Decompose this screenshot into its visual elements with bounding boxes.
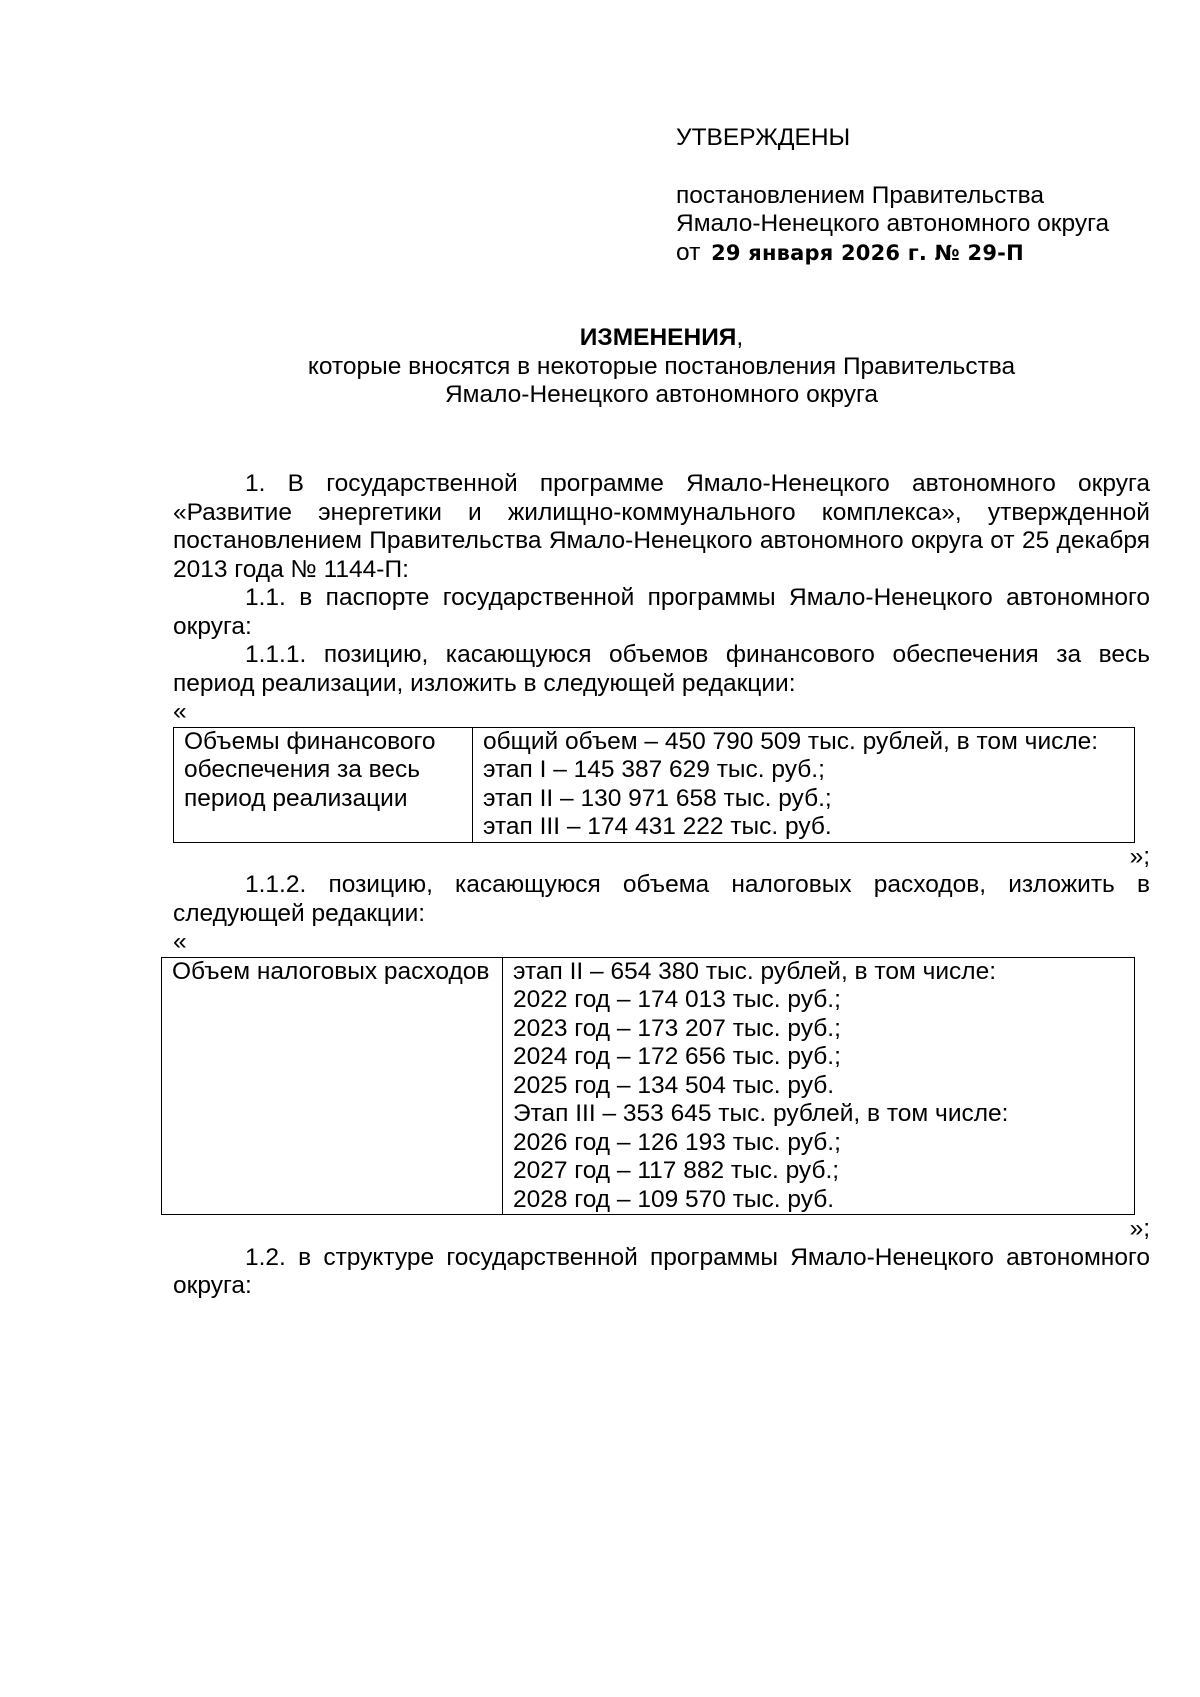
financing-label-cell: Объемы финансового обеспечения за весь период реализации [174,727,473,842]
table-row [174,727,1135,842]
tax-line: 2025 год – 134 504 тыс. руб. [513,1071,835,1099]
tax-expenses-table [161,957,1135,1216]
approval-gap [676,153,1156,182]
document-heading [173,324,1150,410]
financing-stage-1: этап I – 145 387 629 тыс. руб.; [483,756,825,783]
financing-stage-2: этап II – 130 971 658 тыс. руб.; [483,784,832,812]
tax-line: 2022 год – 174 013 тыс. руб.; [513,986,841,1013]
heading-title-suffix: , [736,324,744,351]
heading-title-line [173,324,1150,353]
paragraph-1: 1. В государственной программе Ямало-Ненецкого автономного округа «Развитие энергетики и жилищно-коммунального комплекса», утвержденной постановлением Правительства Ямало-Ненецкого автономного округа от 25 декабря 2013 года № 1144-П: [173,470,1150,583]
tax-line: 2023 год – 173 207 тыс. руб.; [513,1014,841,1042]
tax-value-cell [503,957,1135,1215]
document-body [173,470,1150,1301]
table-row [162,957,1135,1215]
financing-total: общий объем – 450 790 509 тыс. рублей, в том числе: [483,727,1099,755]
heading-subtitle-2: Ямало-Ненецкого автономного округа [444,381,879,408]
paragraph-1-1: 1.1. в паспорте государственной программы Ямало-Ненецкого автономного округа: [173,584,1150,640]
approval-line-2: Ямало-Ненецкого автономного округа [676,210,1110,237]
heading-subtitle-1: которые вносятся в некоторые постановления Правительства [307,352,1016,380]
paragraph-1-2: 1.2. в структуре государственной программы Ямало-Ненецкого автономного округа: [173,1243,1150,1299]
tax-line: Этап III – 353 645 тыс. рублей, в том числе: [513,1100,1009,1127]
heading-title: ИЗМЕНЕНИЯ [579,324,737,351]
financing-stage-3: этап III – 174 431 222 тыс. руб. [483,813,832,840]
approval-line-1: постановлением Правительства [676,181,1044,209]
tax-line: 2028 год – 109 570 тыс. руб. [513,1185,835,1213]
approval-date-prefix: от [676,238,701,266]
approval-stamp: УТВЕРЖДЕНЫ [676,124,851,151]
tax-line: 2024 год – 172 656 тыс. руб.; [513,1043,841,1070]
paragraph-1-1-2: 1.1.2. позицию, касающуюся объема налоговых расходов, изложить в следующей редакции: [173,871,1150,927]
approval-block [676,124,1156,267]
quote-open-1: « [173,698,187,725]
quote-close-2: »; [1129,1215,1150,1242]
financing-value-cell [473,727,1135,842]
tax-line: 2027 год – 117 882 тыс. руб.; [513,1157,840,1184]
approval-date-line [676,239,1156,268]
tax-line: этап II – 654 380 тыс. рублей, в том числе: [513,957,997,985]
tax-label-cell: Объем налоговых расходов [162,957,503,1215]
approval-date-value: 29 января 2026 г. № 29-П [711,240,1024,265]
tax-line: 2026 год – 126 193 тыс. руб.; [513,1128,841,1156]
paragraph-1-1-1: 1.1.1. позицию, касающуюся объемов финансового обеспечения за весь период реализации, изложить в следующей редакции: [173,641,1150,697]
quote-close-1: »; [1129,842,1150,870]
financing-table [173,727,1135,843]
quote-open-2: « [173,928,187,955]
